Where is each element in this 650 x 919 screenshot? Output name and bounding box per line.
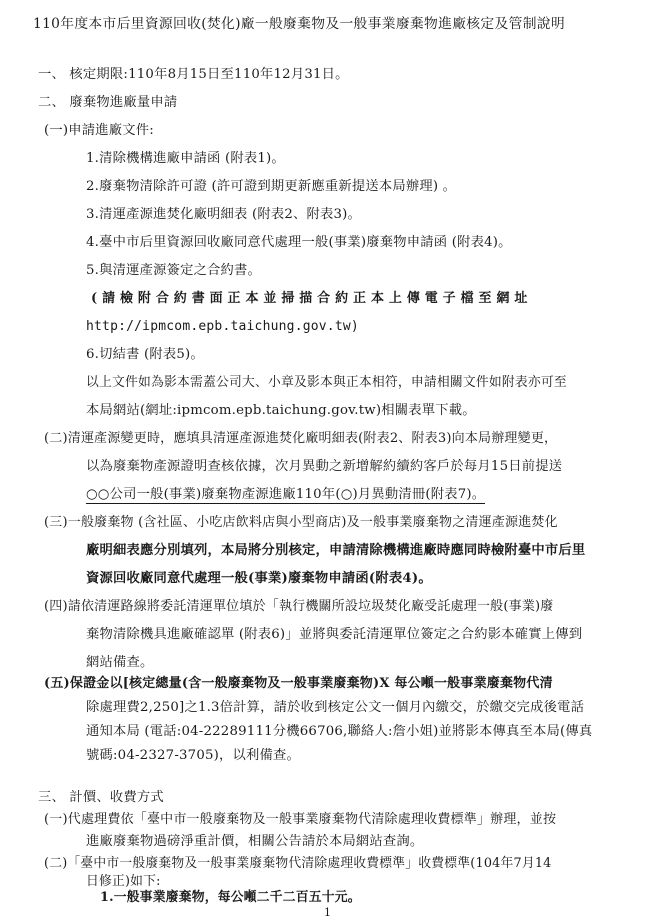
page-number: 1: [324, 906, 331, 919]
fee-item-1: 1.一般事業廢棄物，每公噸二千二百五十元。: [100, 890, 361, 905]
doc-item-4: 4.臺中市后里資源回收廠同意代處理一般(事業)廢棄物申請函 (附表4)。: [86, 235, 512, 250]
section-2-heading: 二、 廢棄物進廠量申請: [38, 95, 178, 110]
item-2-2-line-2: 以為廢棄物產源證明查核依據，次月異動之新增解約續約客戶於每月15日前提送: [86, 459, 563, 474]
item-2-5-line-3: 通知本局 (電話:04-22289111分機66706,聯絡人:詹小姐)並將影本傳真至本局(傳真: [86, 724, 593, 739]
item-2-5-line-1: (五)保證金以[核定總量(含一般廢棄物及一般事業廢棄物)X 每公噸一般事業廢棄物代清: [44, 676, 553, 691]
upload-url: http://ipmcom.epb.taichung.gov.tw): [86, 319, 359, 334]
item-2-3-line-3: 資源回收廠同意代處理一般(事業)廢棄物申請函(附表4)。: [86, 571, 432, 586]
item-3-2-line-1: (二)「臺中市一般廢棄物及一般事業廢棄物代清除處理收費標準」收費標準(104年7月14: [44, 856, 552, 871]
section-1-period: 一、 核定期限:110年8月15日至110年12月31日。: [38, 67, 349, 82]
item-2-2-line-1: (二)清運產源變更時，應填具清運產源進焚化廠明細表(附表2、附表3)向本局辦理變更，: [44, 431, 558, 446]
doc-item-1: 1.清除機構進廠申請函 (附表1)。: [86, 151, 285, 166]
doc-item-2: 2.廢棄物清除許可證 (許可證到期更新應重新提送本局辦理) 。: [86, 179, 457, 194]
item-2-5-line-2: 除處理費2,250]之1.3倍計算，請於收到核定公文一個月內繳交，於繳交完成後電話: [86, 700, 585, 715]
doc-item-6: 6.切結書 (附表5)。: [86, 347, 204, 362]
item-3-1-line-1: (一)代處理費依「臺中市一般廢棄物及一般事業廢棄物代清除處理收費標準」辦理，並按: [44, 812, 557, 827]
document-title: 110年度本市后里資源回收(焚化)廠一般廢棄物及一般事業廢棄物進廠核定及管制說明: [33, 16, 565, 32]
item-2-4-line-2: 棄物清除機具進廠確認單 (附表6)」並將與委託清運單位簽定之合約影本確實上傳到: [86, 627, 583, 642]
item-2-5-line-4: 號碼:04-2327-3705)，以利備查。: [86, 748, 301, 763]
doc-item-5-note: ( 請 檢 附 合 約 書 面 正 本 並 掃 描 合 約 正 本 上 傳 電 子 檔 至 網 址: [91, 291, 528, 306]
doc-note-line-2: 本局網站(網址:ipmcom.epb.taichung.gov.tw)相關表單下載。: [86, 403, 476, 418]
item-2-1-heading: (一)申請進廠文件:: [44, 123, 154, 138]
change-list-underlined: ○○公司一般(事業)廢棄物產源進廠110年(○)月異動清冊(附表7)。: [86, 487, 486, 502]
item-3-2-line-2: 日修正)如下:: [86, 874, 161, 889]
doc-note-line-1: 以上文件如為影本需蓋公司大、小章及影本與正本相符，申請相關文件如附表亦可至: [86, 375, 567, 390]
doc-item-3: 3.清運產源進焚化廠明細表 (附表2、附表3)。: [86, 207, 362, 222]
item-2-4-line-1: (四)請依清運路線將委託清運單位填於「執行機關所設垃圾焚化廠受託處理一般(事業)廢: [44, 599, 554, 614]
item-2-3-line-2: 廠明細表應分別填列，本局將分別核定，申請清除機構進廠時應同時檢附臺中市后里: [86, 543, 586, 558]
item-2-4-line-3: 網站備查。: [86, 655, 154, 670]
item-2-3-line-1: (三)一般廢棄物 (含社區、小吃店飲料店與小型商店)及一般事業廢棄物之清運產源進焚化: [44, 515, 558, 530]
item-2-2-line-3: [86, 487, 485, 503]
item-3-1-line-2: 進廠廢棄物過磅淨重計價，相關公告請於本局網站查詢。: [86, 834, 424, 849]
section-3-heading: 三、 計價、收費方式: [38, 790, 164, 805]
doc-item-5: 5.與清運產源簽定之合約書。: [86, 263, 262, 278]
